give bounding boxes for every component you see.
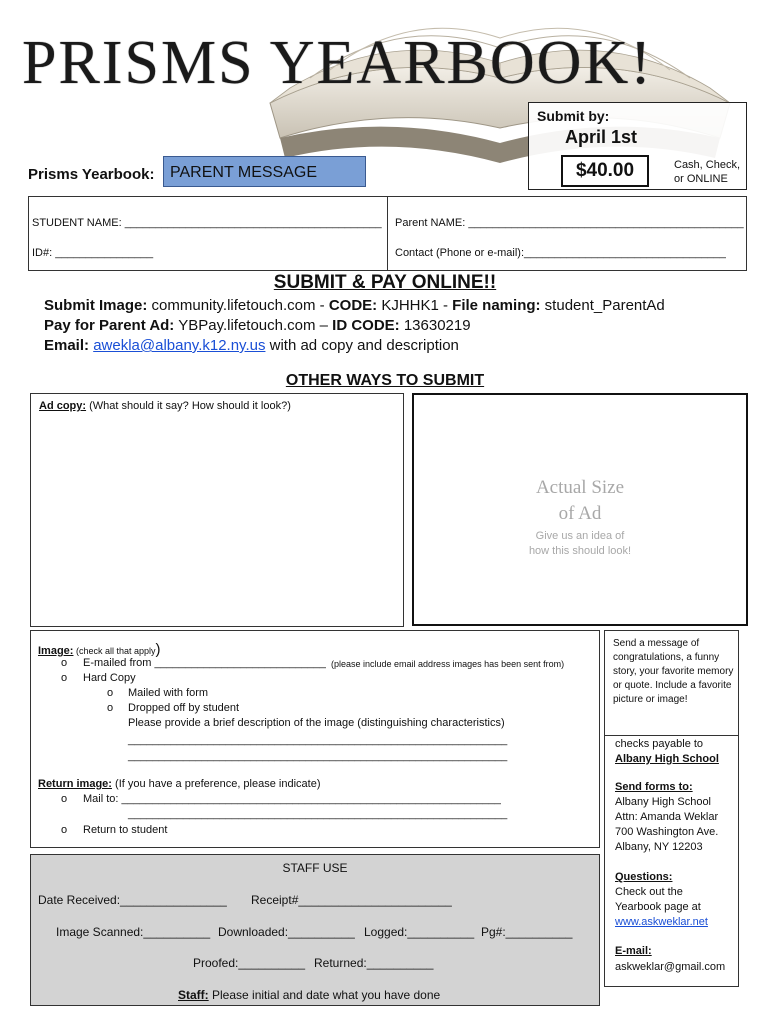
- downloaded-field[interactable]: Downloaded:__________: [218, 925, 355, 939]
- page-number-field[interactable]: Pg#:__________: [481, 925, 573, 939]
- image-label: Image:: [38, 645, 74, 657]
- submit-image-line: [44, 297, 665, 314]
- price-badge: $40.00: [561, 155, 649, 187]
- return-student-option[interactable]: Return to student: [83, 824, 168, 836]
- id-code-value: 13630219: [399, 317, 471, 334]
- check-all-paren: ): [155, 641, 161, 658]
- file-naming-label: File naming:: [452, 297, 541, 314]
- student-info-box: [28, 196, 747, 271]
- email-note: with ad copy and description: [265, 337, 459, 354]
- bullet-icon: o: [61, 657, 68, 669]
- payment-methods-line2: or ONLINE: [674, 173, 728, 185]
- actual-size-title: [414, 475, 746, 527]
- payment-info-panel: [604, 734, 739, 987]
- pay-url: YBPay.lifetouch.com –: [174, 317, 333, 334]
- actual-size-subtitle: [414, 529, 746, 559]
- logged-field[interactable]: Logged:__________: [364, 925, 475, 939]
- pay-label: Pay for Parent Ad:: [44, 317, 175, 334]
- mail-to-line[interactable]: ______________________________________________________________: [128, 808, 508, 820]
- emailed-note: (please include email address images has been sent from): [331, 659, 565, 669]
- parent-name-field[interactable]: Parent NAME: _____________________________________________: [395, 217, 744, 229]
- staff-note-text: Please initial and date what you have done: [208, 988, 441, 1002]
- staff-label: Staff:: [178, 988, 209, 1002]
- email-line: [44, 337, 459, 354]
- yearbook-label: Prisms Yearbook:: [28, 166, 155, 183]
- payment-methods: [674, 158, 740, 186]
- student-name-field[interactable]: STUDENT NAME: __________________________________________: [32, 217, 382, 229]
- actual-size-title-line1: Actual Size: [535, 477, 625, 498]
- deadline-box: [528, 102, 747, 190]
- checks-payable-text: checks payable to: [615, 738, 704, 750]
- questions-line-2: Yearbook page at: [615, 901, 701, 913]
- payment-methods-line1: Cash, Check,: [674, 159, 741, 171]
- staff-use-heading: STAFF USE: [282, 861, 348, 875]
- submit-online-heading: SUBMIT & PAY ONLINE!!: [273, 272, 497, 293]
- return-label: Return image:: [38, 778, 112, 790]
- describe-line-1[interactable]: ______________________________________________________________: [128, 734, 508, 746]
- actual-size-box[interactable]: [412, 393, 748, 626]
- bullet-icon: o: [61, 672, 68, 684]
- emailed-option[interactable]: E-mailed from ____________________________: [83, 657, 326, 669]
- student-id-field[interactable]: ID#: ________________: [32, 247, 154, 259]
- contact-field[interactable]: Contact (Phone or e-mail):_________________________________: [395, 247, 726, 259]
- questions-label: Questions:: [615, 871, 673, 883]
- submit-by-label: Submit by:: [537, 108, 610, 124]
- address-line-2: Attn: Amanda Weklar: [615, 811, 719, 823]
- other-ways-heading: OTHER WAYS TO SUBMIT: [285, 372, 485, 389]
- submit-image-url: community.lifetouch.com -: [147, 297, 329, 314]
- ad-copy-box[interactable]: [30, 393, 404, 627]
- image-label-line: [38, 641, 161, 658]
- mailed-option[interactable]: Mailed with form: [128, 687, 209, 699]
- ad-copy-prompt: (What should it say? How should it look?): [86, 400, 291, 412]
- pay-line: [44, 317, 471, 334]
- page-title: PRISMS YEARBOOK!: [22, 29, 653, 97]
- deadline-date: April 1st: [565, 127, 638, 147]
- hard-copy-option[interactable]: Hard Copy: [83, 672, 136, 684]
- email-link[interactable]: awekla@albany.k12.ny.us: [93, 337, 266, 354]
- actual-size-title-line2: of Ad: [558, 503, 602, 524]
- website-link[interactable]: www.askweklar.net: [615, 916, 708, 928]
- send-forms-label: Send forms to:: [615, 781, 693, 793]
- address-line-1: Albany High School: [615, 796, 712, 808]
- return-label-line: [38, 778, 320, 790]
- staff-use-box: [30, 854, 600, 1006]
- dropped-option[interactable]: Dropped off by student: [128, 702, 240, 714]
- code-value: KJHHK1 -: [377, 297, 453, 314]
- date-received-field[interactable]: Date Received:________________: [38, 893, 227, 907]
- image-section-box: [30, 630, 600, 848]
- proofed-field[interactable]: Proofed:__________: [193, 956, 306, 970]
- email-contact[interactable]: askweklar@gmail.com: [615, 961, 726, 973]
- check-all-note: (check all that apply: [73, 646, 156, 656]
- describe-prompt: Please provide a brief description of the image (distinguishing characteristics): [128, 717, 505, 729]
- bullet-icon: o: [107, 687, 114, 699]
- mail-to-option[interactable]: Mail to: ______________________________________________________________: [83, 793, 501, 805]
- actual-size-sub-line1: Give us an idea of: [535, 530, 625, 542]
- image-scanned-field[interactable]: Image Scanned:__________: [56, 925, 211, 939]
- id-code-label: ID CODE:: [332, 317, 400, 334]
- message-tip-text: Send a message of congratulations, a funny story, your favorite memory or quote. Include a favorite picture or image!: [613, 638, 734, 705]
- ad-copy-label: [39, 400, 291, 412]
- bullet-icon: o: [61, 793, 68, 805]
- address-line-3: 700 Washington Ave.: [615, 826, 719, 838]
- staff-note: [178, 988, 440, 1002]
- describe-line-2[interactable]: ______________________________________________________________: [128, 750, 508, 762]
- bullet-icon: o: [61, 824, 68, 836]
- divider: [387, 197, 388, 270]
- email-contact-label: E-mail:: [615, 945, 652, 957]
- ad-type-field[interactable]: PARENT MESSAGE: [163, 156, 366, 187]
- message-tip-box: [604, 630, 739, 736]
- returned-field[interactable]: Returned:__________: [314, 956, 434, 970]
- address-line-4: Albany, NY 12203: [615, 841, 703, 853]
- file-naming-value: student_ParentAd: [540, 297, 665, 314]
- actual-size-sub-line2: how this should look!: [528, 545, 632, 557]
- submit-image-label: Submit Image:: [44, 297, 148, 314]
- ad-copy-title: Ad copy:: [39, 400, 87, 412]
- bullet-icon: o: [107, 702, 114, 714]
- code-label: CODE:: [328, 297, 378, 314]
- return-note: (If you have a preference, please indicate): [111, 778, 321, 790]
- receipt-field[interactable]: Receipt#_______________________: [251, 893, 452, 907]
- email-label: Email:: [44, 337, 90, 354]
- questions-line-1: Check out the: [615, 886, 683, 898]
- school-name: Albany High School: [615, 753, 719, 765]
